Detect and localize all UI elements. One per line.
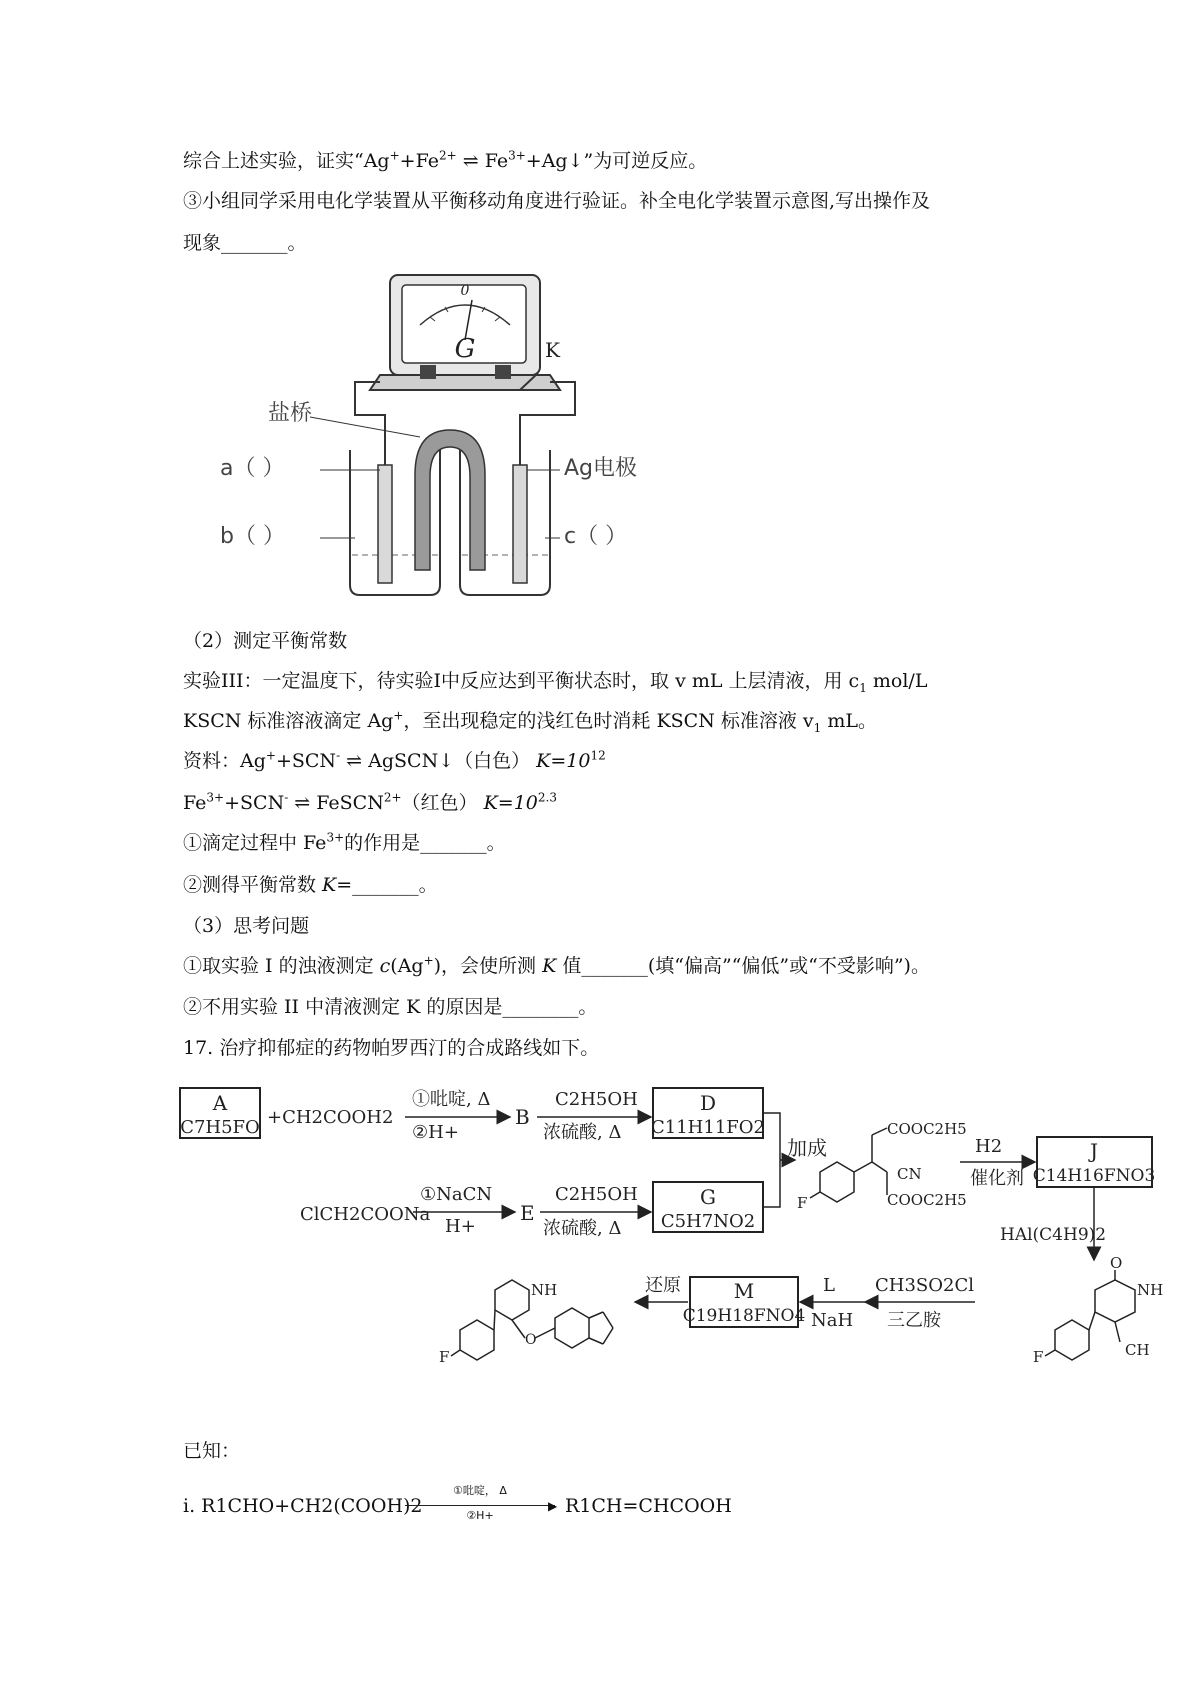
switch-label: K (545, 338, 560, 362)
exp3-line2: KSCN 标准溶液滴定 Ag+，至出现稳定的浅红色时消耗 KSCN 标准溶液 $v_1$ mL。 (183, 708, 877, 735)
info2-line: $Fe^{3+}+SCN^-$ ⇌ FeSCN$^{2+}$（红色） $K=10^{2.3}$ (183, 790, 557, 814)
inter-f: F (797, 1194, 808, 1212)
summary-line: 综合上述实验，证实“$Ag^++Fe^{2+}$ ⇌ $Fe^{3+}+Ag↓$”为可逆反应。 (183, 148, 708, 172)
right-wire (520, 382, 575, 465)
label-b: b（ ） (220, 524, 285, 549)
label-c: c（ ） (564, 524, 628, 549)
J-name: J (1089, 1139, 1099, 1163)
step3-top: ①NaCN (420, 1184, 493, 1205)
E-label: E (520, 1201, 535, 1225)
ms-top: CH3SO2Cl (875, 1275, 974, 1296)
problem17-intro: 17. 治疗抑郁症的药物帕罗西汀的合成路线如下。 (183, 1037, 600, 1059)
product-nh: NH (531, 1281, 558, 1299)
l-top: L (823, 1275, 835, 1296)
ag-electrode (513, 465, 527, 583)
lactam-f: F (1033, 1348, 1044, 1366)
step2-bot: 浓硫酸, Δ (543, 1122, 622, 1143)
arrow-head-icon: ▶ (548, 1499, 558, 1513)
product-f: F (439, 1348, 450, 1366)
item3-line1: ③小组同学采用电化学装置从平衡移动角度进行验证。补全电化学装置示意图,写出操作及 (183, 190, 931, 212)
G-formula: C5H7NO2 (660, 1211, 756, 1232)
section3-q1: ①取实验 I 的浊液测定 c(Ag+)，会使所测 K 值_______(填“偏高”“偏低”或“不受影响”)。 (183, 953, 930, 977)
A-name: A (212, 1091, 228, 1115)
known-eq-top: ①吡啶， Δ (453, 1484, 507, 1497)
section3-q2: ②不用实验 II 中清液测定 K 的原因是________。 (183, 996, 598, 1018)
known-equation: i. R1CHO+CH2(COOH)2 (183, 1495, 423, 1517)
meter-zero: 0 (460, 283, 470, 299)
left-wire (355, 382, 385, 465)
lactam-o: O (1110, 1254, 1123, 1272)
G-name: G (700, 1185, 716, 1209)
product-o: O (525, 1332, 537, 1348)
synthesis-scheme (175, 1080, 1175, 1410)
section2-heading: （2）测定平衡常数 (183, 630, 348, 652)
inter-cn: CN (897, 1165, 922, 1183)
meter-label: G (454, 334, 476, 364)
section2-q2: ②测得平衡常数 K=_______。 (183, 874, 438, 896)
electrochem-apparatus (220, 265, 760, 610)
salt-bridge-icon (415, 430, 485, 570)
salt-bridge-label: 盐桥 (267, 401, 313, 426)
equilibrium-arrow-icon: ⇌ (340, 750, 369, 772)
known-label: 已知： (183, 1440, 241, 1462)
D-name: D (699, 1091, 717, 1115)
ms-bot: 三乙胺 (887, 1310, 941, 1331)
lactam-structure (1045, 1270, 1135, 1360)
l-bot: NaH (811, 1310, 854, 1331)
hal-label: HAl(C4H9)2 (1000, 1225, 1107, 1245)
known-eq-right: R1CH=CHCOOH (565, 1495, 732, 1517)
inter-cooet2: COOC2H5 (887, 1191, 967, 1209)
label-a: a（ ） (220, 456, 285, 481)
step4-bot: 浓硫酸, Δ (543, 1218, 622, 1239)
inter-cooet1: COOC2H5 (887, 1120, 967, 1138)
reduce-label: 还原 (645, 1275, 681, 1296)
ag-electrode-label: Ag电极 (564, 456, 638, 481)
lactam-ch: CH (1125, 1341, 1150, 1359)
equilibrium-arrow-icon: ⇌ (456, 150, 485, 172)
h2-label: H2 (975, 1136, 1003, 1157)
step1-bot: ②H+ (412, 1122, 459, 1143)
J-formula: C14H16FNO3 (1032, 1166, 1156, 1186)
step3-bot: H+ (445, 1216, 476, 1237)
section3-heading: （3）思考问题 (183, 915, 310, 937)
start2: ClCH2COONa (300, 1204, 431, 1225)
plus-reagent: +CH2COOH2 (267, 1107, 394, 1128)
addition-label: 加成 (787, 1136, 827, 1160)
exp3-line1: 实验III：一定温度下，待实验I中反应达到平衡状态时，取 v mL 上层清液，用 $c_1$ mol/L (183, 670, 928, 695)
M-formula: C19H18FNO4 (682, 1306, 806, 1326)
M-name: M (733, 1279, 755, 1303)
info1-line: 资料：Ag++SCN- ⇌ AgSCN↓（白色） $K=10^{12}$ (183, 748, 606, 772)
left-electrode (378, 465, 392, 583)
step1-top: ①吡啶, Δ (412, 1089, 491, 1110)
D-formula: C11H11FO2 (651, 1117, 765, 1138)
known-eq-bot: ②H+ (466, 1509, 494, 1522)
A-formula: C7H5FO (180, 1117, 260, 1138)
item3-line2: 现象_______。 (183, 232, 307, 254)
equilibrium-arrow-icon: ⇌ (288, 792, 317, 814)
known-eq-arrow-icon (405, 1505, 555, 1506)
catalyst-label: 催化剂 (970, 1168, 1024, 1189)
step4-top: C2H5OH (555, 1184, 638, 1205)
step2-top: C2H5OH (555, 1089, 638, 1110)
section2-q1: ①滴定过程中 $Fe^{3+}$的作用是_______。 (183, 830, 506, 854)
B-label: B (515, 1105, 530, 1129)
lactam-nh: NH (1137, 1281, 1164, 1299)
